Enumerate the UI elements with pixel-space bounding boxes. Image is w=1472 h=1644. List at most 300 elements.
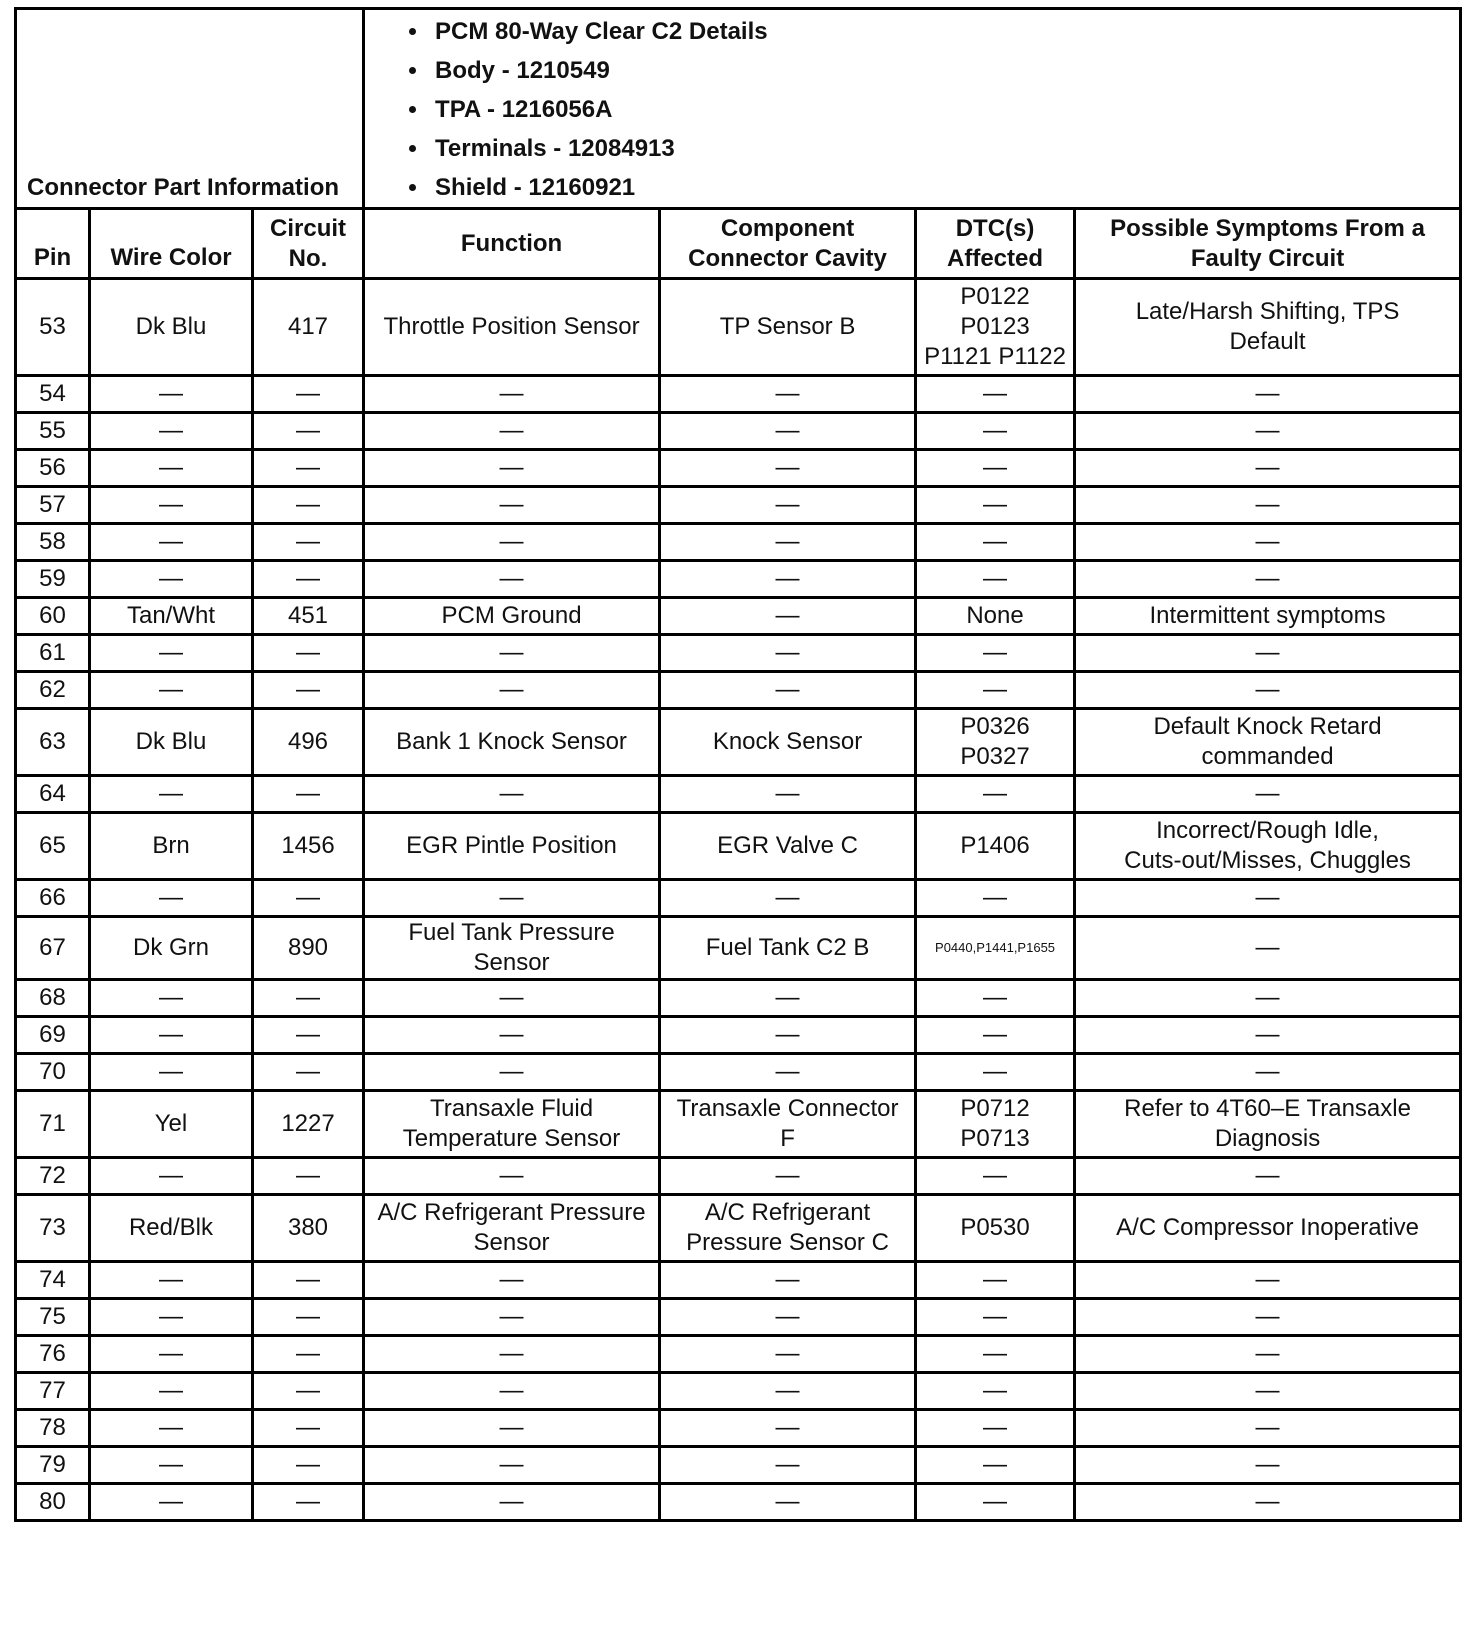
symptoms-cell <box>1075 450 1461 487</box>
symptoms-cell-line: — <box>1255 1266 1280 1293</box>
circuit-no-cell: — <box>253 1447 364 1484</box>
circuit-no-cell: — <box>253 1484 364 1521</box>
function-cell <box>364 1299 660 1336</box>
dtc-cell <box>916 776 1075 813</box>
wire-color-cell: — <box>90 413 253 450</box>
circuit-no-cell: — <box>253 450 364 487</box>
function-cell <box>364 450 660 487</box>
symptoms-cell-line: — <box>1255 454 1280 481</box>
component-cell-line: — <box>775 780 800 807</box>
function-cell-line: — <box>499 380 524 407</box>
symptoms-cell <box>1075 1017 1461 1054</box>
symptoms-cell <box>1075 709 1461 776</box>
symptoms-cell-line: Diagnosis <box>1214 1125 1321 1152</box>
component-cell-line: F <box>780 1125 795 1152</box>
component-cell <box>660 917 916 980</box>
symptoms-cell <box>1075 1054 1461 1091</box>
symptoms-cell <box>1075 672 1461 709</box>
wire-color-cell: — <box>90 1373 253 1410</box>
symptoms-cell-line: — <box>1255 1488 1280 1515</box>
pin-cell: 68 <box>16 980 90 1017</box>
circuit-no-cell: — <box>253 487 364 524</box>
pin-cell: 79 <box>16 1447 90 1484</box>
circuit-no-cell: — <box>253 980 364 1017</box>
connector-info-item: TPA - 1216056A <box>409 90 1459 129</box>
circuit-no-cell: — <box>253 1410 364 1447</box>
dtc-cell-line: — <box>983 1162 1008 1189</box>
dtc-cell-line: — <box>983 1414 1008 1441</box>
pin-cell: 77 <box>16 1373 90 1410</box>
dtc-cell-line: None <box>966 602 1024 629</box>
component-cell-line: — <box>775 1377 800 1404</box>
symptoms-cell-line: — <box>1255 884 1280 911</box>
symptoms-cell-line: — <box>1255 1377 1280 1404</box>
component-cell-line: — <box>775 417 800 444</box>
wire-color-cell: Yel <box>90 1091 253 1158</box>
table-row <box>16 1484 1461 1521</box>
connector-info-item: Shield - 12160921 <box>409 168 1459 207</box>
component-cell <box>660 1484 916 1521</box>
dtc-cell-line: P0123 <box>960 313 1030 340</box>
symptoms-cell <box>1075 917 1461 980</box>
function-cell-line: — <box>499 1414 524 1441</box>
function-cell-line: — <box>499 984 524 1011</box>
dtc-cell-line: — <box>983 639 1008 666</box>
function-cell <box>364 709 660 776</box>
function-cell-line: — <box>499 528 524 555</box>
table-row <box>16 635 1461 672</box>
component-cell <box>660 1299 916 1336</box>
table-row <box>16 413 1461 450</box>
table-row <box>16 980 1461 1017</box>
table-row <box>16 1373 1461 1410</box>
component-cell-line: Knock Sensor <box>712 728 863 755</box>
function-cell-line: EGR Pintle Position <box>406 832 617 859</box>
pin-cell: 76 <box>16 1336 90 1373</box>
function-cell <box>364 776 660 813</box>
table-row <box>16 487 1461 524</box>
component-cell <box>660 450 916 487</box>
table-row <box>16 1262 1461 1299</box>
dtc-cell-line: P0713 <box>960 1125 1030 1152</box>
symptoms-cell <box>1075 413 1461 450</box>
circuit-no-cell: — <box>253 776 364 813</box>
dtc-cell-line: P0712 <box>960 1095 1030 1122</box>
dtc-cell <box>916 487 1075 524</box>
function-cell <box>364 487 660 524</box>
dtc-cell <box>916 1373 1075 1410</box>
symptoms-cell-line: — <box>1255 934 1280 961</box>
function-cell-line: — <box>499 1451 524 1478</box>
component-cell <box>660 487 916 524</box>
pin-cell: 65 <box>16 813 90 880</box>
dtc-cell <box>916 561 1075 598</box>
wire-color-cell: — <box>90 635 253 672</box>
circuit-no-cell: — <box>253 1299 364 1336</box>
circuit-no-cell: — <box>253 1017 364 1054</box>
connector-info-row <box>16 9 1461 209</box>
symptoms-cell <box>1075 1195 1461 1262</box>
connector-table-wrapper <box>14 7 1462 1522</box>
col-header-dtc: DTC(s) Affected <box>916 209 1075 279</box>
col-header-component: Component Connector Cavity <box>660 209 916 279</box>
dtc-cell-line: — <box>983 565 1008 592</box>
table-row <box>16 776 1461 813</box>
symptoms-cell <box>1075 980 1461 1017</box>
dtc-cell-line: — <box>983 454 1008 481</box>
symptoms-cell-line: — <box>1255 491 1280 518</box>
wire-color-cell: — <box>90 524 253 561</box>
component-cell-line: — <box>775 984 800 1011</box>
symptoms-cell-line: Late/Harsh Shifting, TPS <box>1135 298 1400 325</box>
dtc-cell-line: — <box>983 380 1008 407</box>
dtc-cell <box>916 1410 1075 1447</box>
component-cell <box>660 1195 916 1262</box>
symptoms-cell <box>1075 524 1461 561</box>
component-cell <box>660 880 916 917</box>
col-header-pin: Pin <box>16 209 90 279</box>
component-cell-line: — <box>775 491 800 518</box>
dtc-cell <box>916 376 1075 413</box>
wire-color-cell: Tan/Wht <box>90 598 253 635</box>
dtc-cell-line: — <box>983 417 1008 444</box>
wire-color-cell: — <box>90 1447 253 1484</box>
dtc-cell <box>916 813 1075 880</box>
component-cell-line: — <box>775 1266 800 1293</box>
component-cell-line: A/C Refrigerant <box>704 1199 871 1226</box>
symptoms-cell <box>1075 487 1461 524</box>
dtc-cell <box>916 1091 1075 1158</box>
symptoms-cell-line: A/C Compressor Inoperative <box>1116 1214 1419 1241</box>
wire-color-cell: Dk Blu <box>90 709 253 776</box>
function-cell <box>364 1017 660 1054</box>
function-cell-line: — <box>499 417 524 444</box>
symptoms-cell-line: commanded <box>1201 743 1334 770</box>
pin-cell: 72 <box>16 1158 90 1195</box>
component-cell-line: — <box>775 1021 800 1048</box>
function-cell-line: Sensor <box>473 1229 550 1256</box>
dtc-cell <box>916 917 1075 980</box>
connector-info-item: Terminals - 12084913 <box>409 129 1459 168</box>
dtc-cell-line: — <box>983 1303 1008 1330</box>
dtc-cell-line: P0327 <box>960 743 1030 770</box>
pin-cell: 70 <box>16 1054 90 1091</box>
circuit-no-cell: 417 <box>253 279 364 376</box>
component-cell-line: — <box>775 1058 800 1085</box>
component-cell-line: Pressure Sensor C <box>686 1229 889 1256</box>
dtc-cell <box>916 709 1075 776</box>
table-row <box>16 561 1461 598</box>
table-row <box>16 376 1461 413</box>
connector-info-item: PCM 80-Way Clear C2 Details <box>409 12 1459 51</box>
function-cell <box>364 635 660 672</box>
circuit-no-cell: — <box>253 376 364 413</box>
component-cell <box>660 1091 916 1158</box>
circuit-no-cell: 496 <box>253 709 364 776</box>
component-cell <box>660 561 916 598</box>
table-row <box>16 1336 1461 1373</box>
pin-cell: 80 <box>16 1484 90 1521</box>
circuit-no-cell: — <box>253 1373 364 1410</box>
function-cell <box>364 1410 660 1447</box>
circuit-no-cell: 1227 <box>253 1091 364 1158</box>
symptoms-cell-line: — <box>1255 565 1280 592</box>
function-cell <box>364 917 660 980</box>
component-cell-line: — <box>775 1451 800 1478</box>
symptoms-cell <box>1075 1336 1461 1373</box>
wire-color-cell: — <box>90 1299 253 1336</box>
pin-cell: 58 <box>16 524 90 561</box>
component-cell-line: Fuel Tank C2 B <box>705 934 870 961</box>
function-cell <box>364 1373 660 1410</box>
dtc-cell-line: — <box>983 1058 1008 1085</box>
function-cell-line: — <box>499 676 524 703</box>
component-cell <box>660 376 916 413</box>
component-cell-line: — <box>775 1303 800 1330</box>
symptoms-cell-line: — <box>1255 639 1280 666</box>
pin-cell: 67 <box>16 917 90 980</box>
connector-info-label: Connector Part Information <box>16 9 364 209</box>
symptoms-cell <box>1075 776 1461 813</box>
component-cell <box>660 1158 916 1195</box>
function-cell <box>364 880 660 917</box>
pin-cell: 66 <box>16 880 90 917</box>
pin-cell: 61 <box>16 635 90 672</box>
component-cell <box>660 1373 916 1410</box>
dtc-cell-line: P0530 <box>960 1214 1030 1241</box>
pin-cell: 56 <box>16 450 90 487</box>
pin-cell: 71 <box>16 1091 90 1158</box>
function-cell-line: — <box>499 1377 524 1404</box>
symptoms-cell-line: — <box>1255 1340 1280 1367</box>
dtc-cell-line: — <box>983 984 1008 1011</box>
wire-color-cell: — <box>90 561 253 598</box>
dtc-cell-line: — <box>983 676 1008 703</box>
function-cell <box>364 1484 660 1521</box>
symptoms-cell <box>1075 1091 1461 1158</box>
dtc-cell-line: P0326 <box>960 713 1030 740</box>
dtc-cell-line: — <box>983 1021 1008 1048</box>
dtc-cell <box>916 980 1075 1017</box>
symptoms-cell <box>1075 813 1461 880</box>
dtc-cell-line: — <box>983 780 1008 807</box>
wire-color-cell: — <box>90 1054 253 1091</box>
function-cell-line: PCM Ground <box>441 602 582 629</box>
circuit-no-cell: 890 <box>253 917 364 980</box>
component-cell-line: — <box>775 1340 800 1367</box>
component-cell-line: — <box>775 676 800 703</box>
table-row <box>16 1017 1461 1054</box>
wire-color-cell: — <box>90 980 253 1017</box>
symptoms-cell-line: — <box>1255 984 1280 1011</box>
function-cell-line: — <box>499 1266 524 1293</box>
component-cell-line: Transaxle Connector <box>676 1095 899 1122</box>
symptoms-cell-line: — <box>1255 1303 1280 1330</box>
function-cell-line: — <box>499 1058 524 1085</box>
pin-cell: 74 <box>16 1262 90 1299</box>
table-row <box>16 1447 1461 1484</box>
component-cell <box>660 980 916 1017</box>
table-row <box>16 1054 1461 1091</box>
symptoms-cell-line: Intermittent symptoms <box>1149 602 1386 629</box>
column-header-row <box>16 209 1461 279</box>
circuit-no-cell: 1456 <box>253 813 364 880</box>
function-cell-line: — <box>499 565 524 592</box>
component-cell <box>660 413 916 450</box>
function-cell-line: — <box>499 1340 524 1367</box>
table-row <box>16 880 1461 917</box>
function-cell-line: — <box>499 639 524 666</box>
function-cell-line: — <box>499 780 524 807</box>
function-cell-line: — <box>499 1162 524 1189</box>
component-cell <box>660 1017 916 1054</box>
component-cell <box>660 709 916 776</box>
wire-color-cell: Dk Blu <box>90 279 253 376</box>
wire-color-cell: — <box>90 672 253 709</box>
table-row <box>16 1299 1461 1336</box>
dtc-cell-line: — <box>983 1451 1008 1478</box>
table-row <box>16 709 1461 776</box>
pin-cell: 54 <box>16 376 90 413</box>
component-cell-line: — <box>775 1488 800 1515</box>
wire-color-cell: — <box>90 1410 253 1447</box>
table-row <box>16 450 1461 487</box>
symptoms-cell <box>1075 1373 1461 1410</box>
pin-cell: 64 <box>16 776 90 813</box>
component-cell-line: — <box>775 639 800 666</box>
pin-cell: 63 <box>16 709 90 776</box>
pin-cell: 57 <box>16 487 90 524</box>
pin-cell: 55 <box>16 413 90 450</box>
function-cell <box>364 1447 660 1484</box>
wire-color-cell: — <box>90 1158 253 1195</box>
symptoms-cell-line: Default <box>1229 328 1306 355</box>
function-cell <box>364 1336 660 1373</box>
component-cell <box>660 1054 916 1091</box>
dtc-cell-line: P1406 <box>960 832 1030 859</box>
dtc-cell <box>916 635 1075 672</box>
component-cell <box>660 813 916 880</box>
wire-color-cell: — <box>90 1484 253 1521</box>
pin-cell: 78 <box>16 1410 90 1447</box>
dtc-cell <box>916 1262 1075 1299</box>
col-header-symptoms: Possible Symptoms From a Faulty Circuit <box>1075 209 1461 279</box>
symptoms-cell <box>1075 279 1461 376</box>
dtc-cell-line: P1121 P1122 <box>924 343 1066 370</box>
function-cell-line: — <box>499 1488 524 1515</box>
component-cell <box>660 1336 916 1373</box>
col-header-circuit-no: Circuit No. <box>253 209 364 279</box>
dtc-cell-line: — <box>983 528 1008 555</box>
connector-pinout-table <box>14 7 1462 1522</box>
table-row <box>16 917 1461 980</box>
symptoms-cell <box>1075 1447 1461 1484</box>
component-cell <box>660 672 916 709</box>
component-cell <box>660 279 916 376</box>
function-cell-line: Transaxle Fluid <box>429 1095 594 1122</box>
dtc-cell-line: P0440,P1441,P1655 <box>935 940 1056 955</box>
symptoms-cell-line: — <box>1255 780 1280 807</box>
dtc-cell <box>916 524 1075 561</box>
symptoms-cell-line: — <box>1255 528 1280 555</box>
component-cell <box>660 1410 916 1447</box>
circuit-no-cell: — <box>253 672 364 709</box>
table-row <box>16 279 1461 376</box>
component-cell <box>660 776 916 813</box>
component-cell-line: — <box>775 528 800 555</box>
connector-info-list <box>409 12 1459 207</box>
table-row <box>16 524 1461 561</box>
function-cell <box>364 561 660 598</box>
symptoms-cell-line: — <box>1255 380 1280 407</box>
function-cell-line: — <box>499 454 524 481</box>
dtc-cell <box>916 413 1075 450</box>
function-cell <box>364 672 660 709</box>
circuit-no-cell: — <box>253 1262 364 1299</box>
component-cell <box>660 598 916 635</box>
component-cell-line: — <box>775 602 800 629</box>
pin-cell: 69 <box>16 1017 90 1054</box>
component-cell <box>660 1262 916 1299</box>
pin-cell: 75 <box>16 1299 90 1336</box>
wire-color-cell: Red/Blk <box>90 1195 253 1262</box>
wire-color-cell: — <box>90 880 253 917</box>
function-cell <box>364 376 660 413</box>
dtc-cell <box>916 1299 1075 1336</box>
function-cell <box>364 1091 660 1158</box>
dtc-cell-line: — <box>983 491 1008 518</box>
function-cell <box>364 813 660 880</box>
function-cell <box>364 1195 660 1262</box>
symptoms-cell <box>1075 376 1461 413</box>
symptoms-cell <box>1075 1158 1461 1195</box>
component-cell <box>660 524 916 561</box>
function-cell <box>364 598 660 635</box>
function-cell <box>364 1054 660 1091</box>
pin-cell: 59 <box>16 561 90 598</box>
dtc-cell <box>916 1484 1075 1521</box>
circuit-no-cell: — <box>253 1336 364 1373</box>
dtc-cell <box>916 1195 1075 1262</box>
table-row <box>16 1195 1461 1262</box>
dtc-cell <box>916 1017 1075 1054</box>
symptoms-cell <box>1075 1410 1461 1447</box>
pin-rows <box>16 279 1461 1521</box>
circuit-no-cell: — <box>253 880 364 917</box>
symptoms-cell-line: Cuts-out/Misses, Chuggles <box>1124 847 1411 874</box>
dtc-cell <box>916 1336 1075 1373</box>
function-cell-line: Fuel Tank Pressure Sensor <box>408 919 615 976</box>
symptoms-cell <box>1075 1484 1461 1521</box>
symptoms-cell-line: — <box>1255 676 1280 703</box>
component-cell <box>660 1447 916 1484</box>
component-cell-line: — <box>775 1162 800 1189</box>
dtc-cell-line: — <box>983 1488 1008 1515</box>
pin-cell: 62 <box>16 672 90 709</box>
wire-color-cell: — <box>90 376 253 413</box>
col-header-function: Function <box>364 209 660 279</box>
dtc-cell <box>916 672 1075 709</box>
dtc-cell-line: — <box>983 884 1008 911</box>
dtc-cell <box>916 1054 1075 1091</box>
symptoms-cell-line: — <box>1255 1162 1280 1189</box>
table-row <box>16 813 1461 880</box>
wire-color-cell: — <box>90 450 253 487</box>
function-cell <box>364 413 660 450</box>
circuit-no-cell: — <box>253 1054 364 1091</box>
table-row <box>16 1158 1461 1195</box>
function-cell-line: Temperature Sensor <box>402 1125 621 1152</box>
